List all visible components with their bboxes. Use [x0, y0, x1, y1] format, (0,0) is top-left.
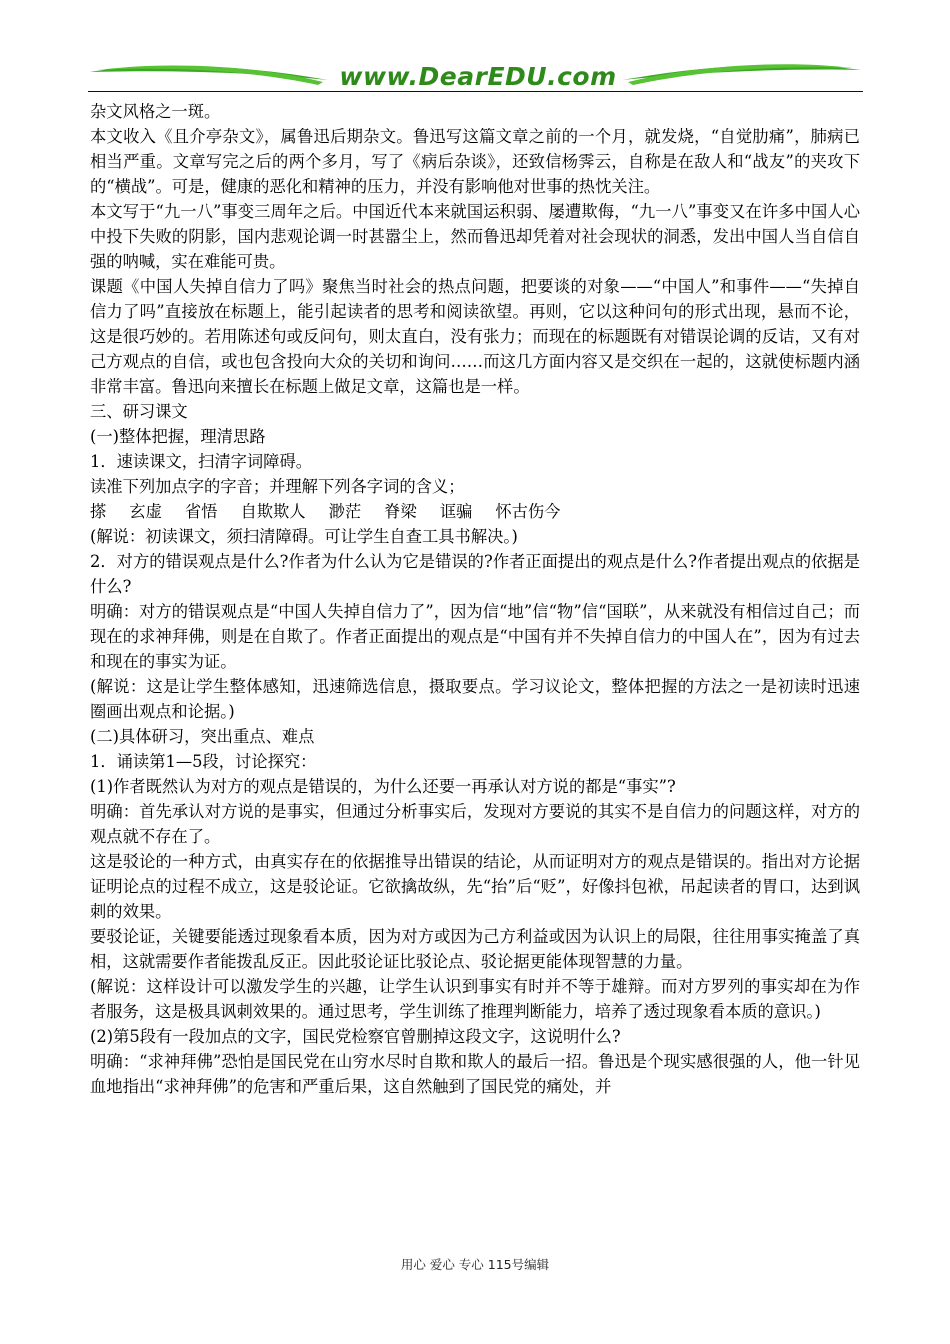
- section-heading: 三、研习课文: [90, 402, 188, 421]
- paragraph: (解说：这是让学生整体感知，迅速筛选信息，摄取要点。学习议论文，整体把握的方法之一是初读时迅速圈画出观点和论据。): [90, 677, 860, 721]
- paragraph: (解说：这样设计可以激发学生的兴趣，让学生认识到事实有时并不等于雄辩。而对方罗列的事实却在为作者服务，这是极具讽刺效果的。通过思考，学生训练了推理判断能力，培养了透过现象看本质的意识。): [90, 977, 860, 1021]
- vocab-item: 怀古伤今: [495, 502, 561, 521]
- paragraph: (解说：初读课文，须扫清障碍。可让学生自查工具书解决。): [90, 527, 518, 546]
- paragraph: 明确：首先承认对方说的是事实，但通过分析事实后，发现对方要说的其实不是自信力的问题这样，对方的观点就不存在了。: [90, 802, 860, 846]
- paragraph: 课题《中国人失掉自信力了吗》聚焦当时社会的热点问题，把要谈的对象——“中国人”和事件——“失掉自信力了吗”直接放在标题上，能引起读者的思考和阅读欲望。再则，它以这种问句的形式出现，悬而不论，这是很巧妙的。若用陈述句或反问句，则太直白，没有张力；而现在的标题既有对错误论调的反诘，又有对己方观点的自信，或也包含投向大众的关切和询问……而这几方面内容又是交织在一起的，这就使标题内涵非常丰富。鲁迅向来擅长在标题上做足文章，这篇也是一样。: [90, 277, 860, 396]
- page-footer: 用心 爱心 专心 115号编辑: [400, 1257, 550, 1272]
- paragraph: 读准下列加点字的字音；并理解下列各字词的含义；: [90, 477, 465, 496]
- paragraph: 1．速读课文，扫清字词障碍。: [90, 452, 313, 471]
- vocab-item: 玄虚: [129, 502, 162, 521]
- page-header: [88, 58, 863, 98]
- paragraph: 明确：“求神拜佛”恐怕是国民党在山穷水尽时自欺和欺人的最后一招。鲁迅是个现实感很强的人，他一针见血地指出“求神拜佛”的危害和严重后果，这自然触到了国民党的痛处，并: [90, 1052, 860, 1096]
- vocab-list: [90, 499, 860, 524]
- paragraph: 明确：对方的错误观点是“中国人失掉自信力了”，因为信“地”信“物”信“国联”，从来就没有相信过自己；而现在的求神拜佛，则是在自欺了。作者正面提出的观点是“中国有并不失掉自信力的中国人在”，因为有过去和现在的事实为证。: [90, 602, 860, 671]
- paragraph: (2)第5段有一段加点的文字，国民党检察官曾删掉这段文字，这说明什么?: [90, 1027, 621, 1046]
- vocab-item: 省悟: [184, 502, 218, 521]
- paragraph: 本文收入《且介亭杂文》，属鲁迅后期杂文。鲁迅写这篇文章之前的一个月，就发烧，“自觉肋痛”，肺病已相当严重。文章写完之后的两个多月，写了《病后杂谈》，还致信杨霁云，自称是在敌人和“战友”的夹攻下的“横战”。可是，健康的恶化和精神的压力，并没有影响他对世事的热忱关注。: [90, 127, 860, 196]
- vocab-item: 自欺欺人: [240, 502, 306, 521]
- vocab-item: 搽: [90, 502, 107, 521]
- paragraph: (1)作者既然认为对方的观点是错误的，为什么还要一再承认对方说的都是“事实”?: [90, 777, 676, 796]
- site-logo: www.DearEDU.com: [339, 62, 617, 91]
- vocab-item: 诓骗: [439, 502, 473, 521]
- vocab-item: 脊梁: [384, 502, 417, 521]
- paragraph: 1．诵读第1—5段，讨论探究：: [90, 752, 317, 771]
- paragraph: 杂文风格之一斑。: [90, 102, 221, 121]
- vocab-item: 渺茫: [328, 502, 362, 521]
- paragraph: 这是驳论的一种方式，由真实存在的依据推导出错误的结论，从而证明对方的观点是错误的。指出对方论据证明论点的过程不成立，这是驳论证。它欲擒故纵，先“抬”后“贬”，好像抖包袱，吊起读者的胃口，达到讽刺的效果。: [90, 852, 860, 921]
- paragraph: 本文写于“九一八”事变三周年之后。中国近代本来就国运积弱、屡遭欺侮，“九一八”事变又在许多中国人心中投下失败的阴影，国内悲观论调一时甚嚣尘上，然而鲁迅却凭着对社会现状的洞悉，发出中国人当自信自强的呐喊，实在难能可贵。: [90, 202, 860, 271]
- document-body: [90, 99, 860, 1099]
- paragraph: 要驳论证，关键要能透过现象看本质，因为对方或因为己方利益或因为认识上的局限，往往用事实掩盖了真相，这就需要作者能拨乱反正。因此驳论证比驳论点、驳论据更能体现智慧的力量。: [90, 927, 860, 971]
- subsection-heading: (一)整体把握，理清思路: [90, 427, 266, 446]
- header-divider: [88, 91, 863, 92]
- paragraph: 2．对方的错误观点是什么?作者为什么认为它是错误的?作者正面提出的观点是什么?作者提出观点的依据是什么?: [90, 552, 860, 596]
- subsection-heading: (二)具体研习，突出重点、难点: [90, 727, 315, 746]
